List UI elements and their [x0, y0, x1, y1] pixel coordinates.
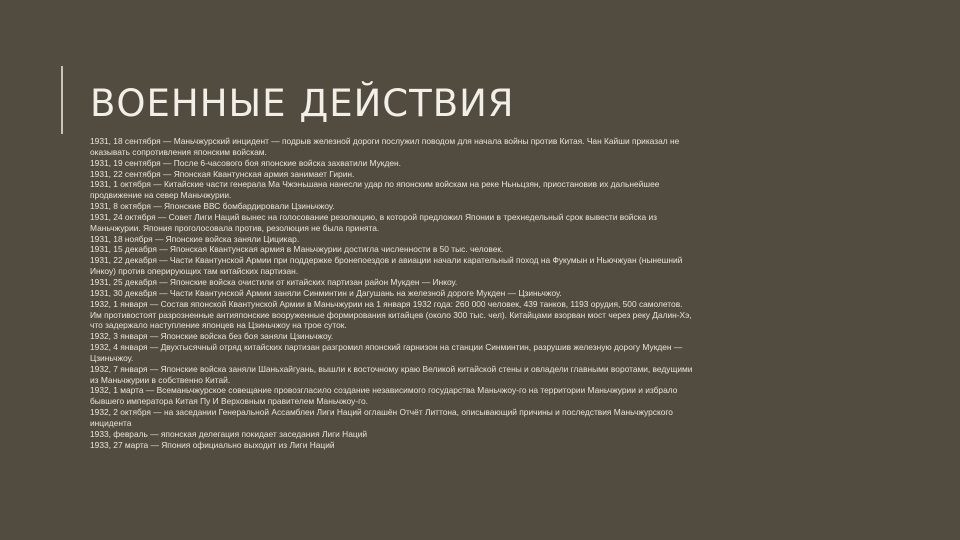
event-item: 1932, 3 января — Японские войска без боя заняли Цзиньчжоу. [90, 331, 334, 342]
event-item: 1931, 15 декабря — Японская Квантунская армия в Маньчжурии достигла численности в 50 тыс. человек. [90, 244, 504, 255]
event-item: 1931, 24 октября — Совет Лиги Наций вынес на голосование резолюцию, в которой предложил Японии в трехнедельный срок вывести войска из Маньчжурии. Япония проголосовала против, резолюция не была принята. [90, 211, 657, 233]
event-item: 1931, 22 сентября — Японская Квантунская армия занимает Гирин. [90, 168, 355, 179]
event-item: 1932, 4 января — Двухтысячный отряд китайских партизан разгромил японский гарнизон на станции Синминтин, разрушив железную дорогу Мукден — Цзиньчжоу. [90, 342, 683, 363]
slide-title: ВОЕННЫЕ ДЕЙСТВИЯ [90, 82, 515, 125]
event-item: 1933, 27 марта — Япония официально выходит из Лиги Наций [90, 439, 335, 450]
event-item: 1931, 25 декабря — Японские войска очистили от китайских партизан район Мукден — Инкоу. [90, 276, 458, 287]
event-item: 1931, 18 ноября — Японские войска заняли Цицикар. [90, 233, 300, 244]
event-item: 1932, 2 октября — на заседании Генеральной Ассамблеи Лиги Наций оглашён Отчёт Литтона, описывающий причины и последствия Маньчжурского инцидента [90, 407, 673, 428]
event-item: 1933, февраль — японская делегация покидает заседания Лиги Наций [90, 428, 368, 439]
event-item: 1932, 1 января — Состав японской Квантунской Армии в Маньчжурии на 1 января 1932 года: 260 000 человек, 439 танков, 1193 орудия, 500 самолетов. Им противостоят разрозненные антияпонские вооруженные формирования китайцев (около 300 тыс. чел). Китайцами взорван мост через реку Далин-Хэ, что задержало наступление японцев на Цзиньчжоу на трое суток. [90, 298, 692, 331]
event-item: 1931, 8 октября — Японские ВВС бомбардировали Цзиньчжоу. [90, 201, 335, 212]
event-item: 1931, 18 сентября — Маньчжурский инцидент — подрыв железной дороги послужил поводом для начала войны против Китая. Чан Кайши приказал не оказывать сопротивления японским войскам. [90, 136, 680, 157]
event-item: 1931, 22 декабря — Части Квантунской Армии при поддержке бронепоездов и авиации начали карательный поход на Фукумын и Ньючжуан (нынешний Инкоу) против оперирующих там китайских партизан. [90, 255, 683, 277]
event-item: 1932, 7 января — Японские войска заняли Шаньхайгуань, вышли к восточному краю Великой китайской стены и овладели главными воротами, ведущими из Маньчжурии в собственно Китай. [90, 363, 693, 385]
title-accent-bar [61, 66, 63, 134]
event-item: 1932, 1 марта — Всеманьчжурское совещание провозгласило создание независимого государства Маньчжоу-го на территории Маньчжурии и избрало бывшего императора Китая Пу И Верховным правителем Маньчжоу-го. [90, 385, 678, 407]
event-item: 1931, 19 сентября — После 6-часового боя японские войска захватили Мукден. [90, 157, 401, 168]
event-item: 1931, 30 декабря — Части Квантунской Армии заняли Синминтин и Дагушань на железной дороге Мукден — Цзиньчжоу. [90, 287, 562, 298]
event-item: 1931, 1 октября — Китайские части генерала Ма Чжэньшана нанесли удар по японским войскам на реке Ньньцзян, приостановив их дальнейшее продвижение на север Маньчжурии. [90, 179, 660, 201]
events-list [90, 136, 695, 450]
